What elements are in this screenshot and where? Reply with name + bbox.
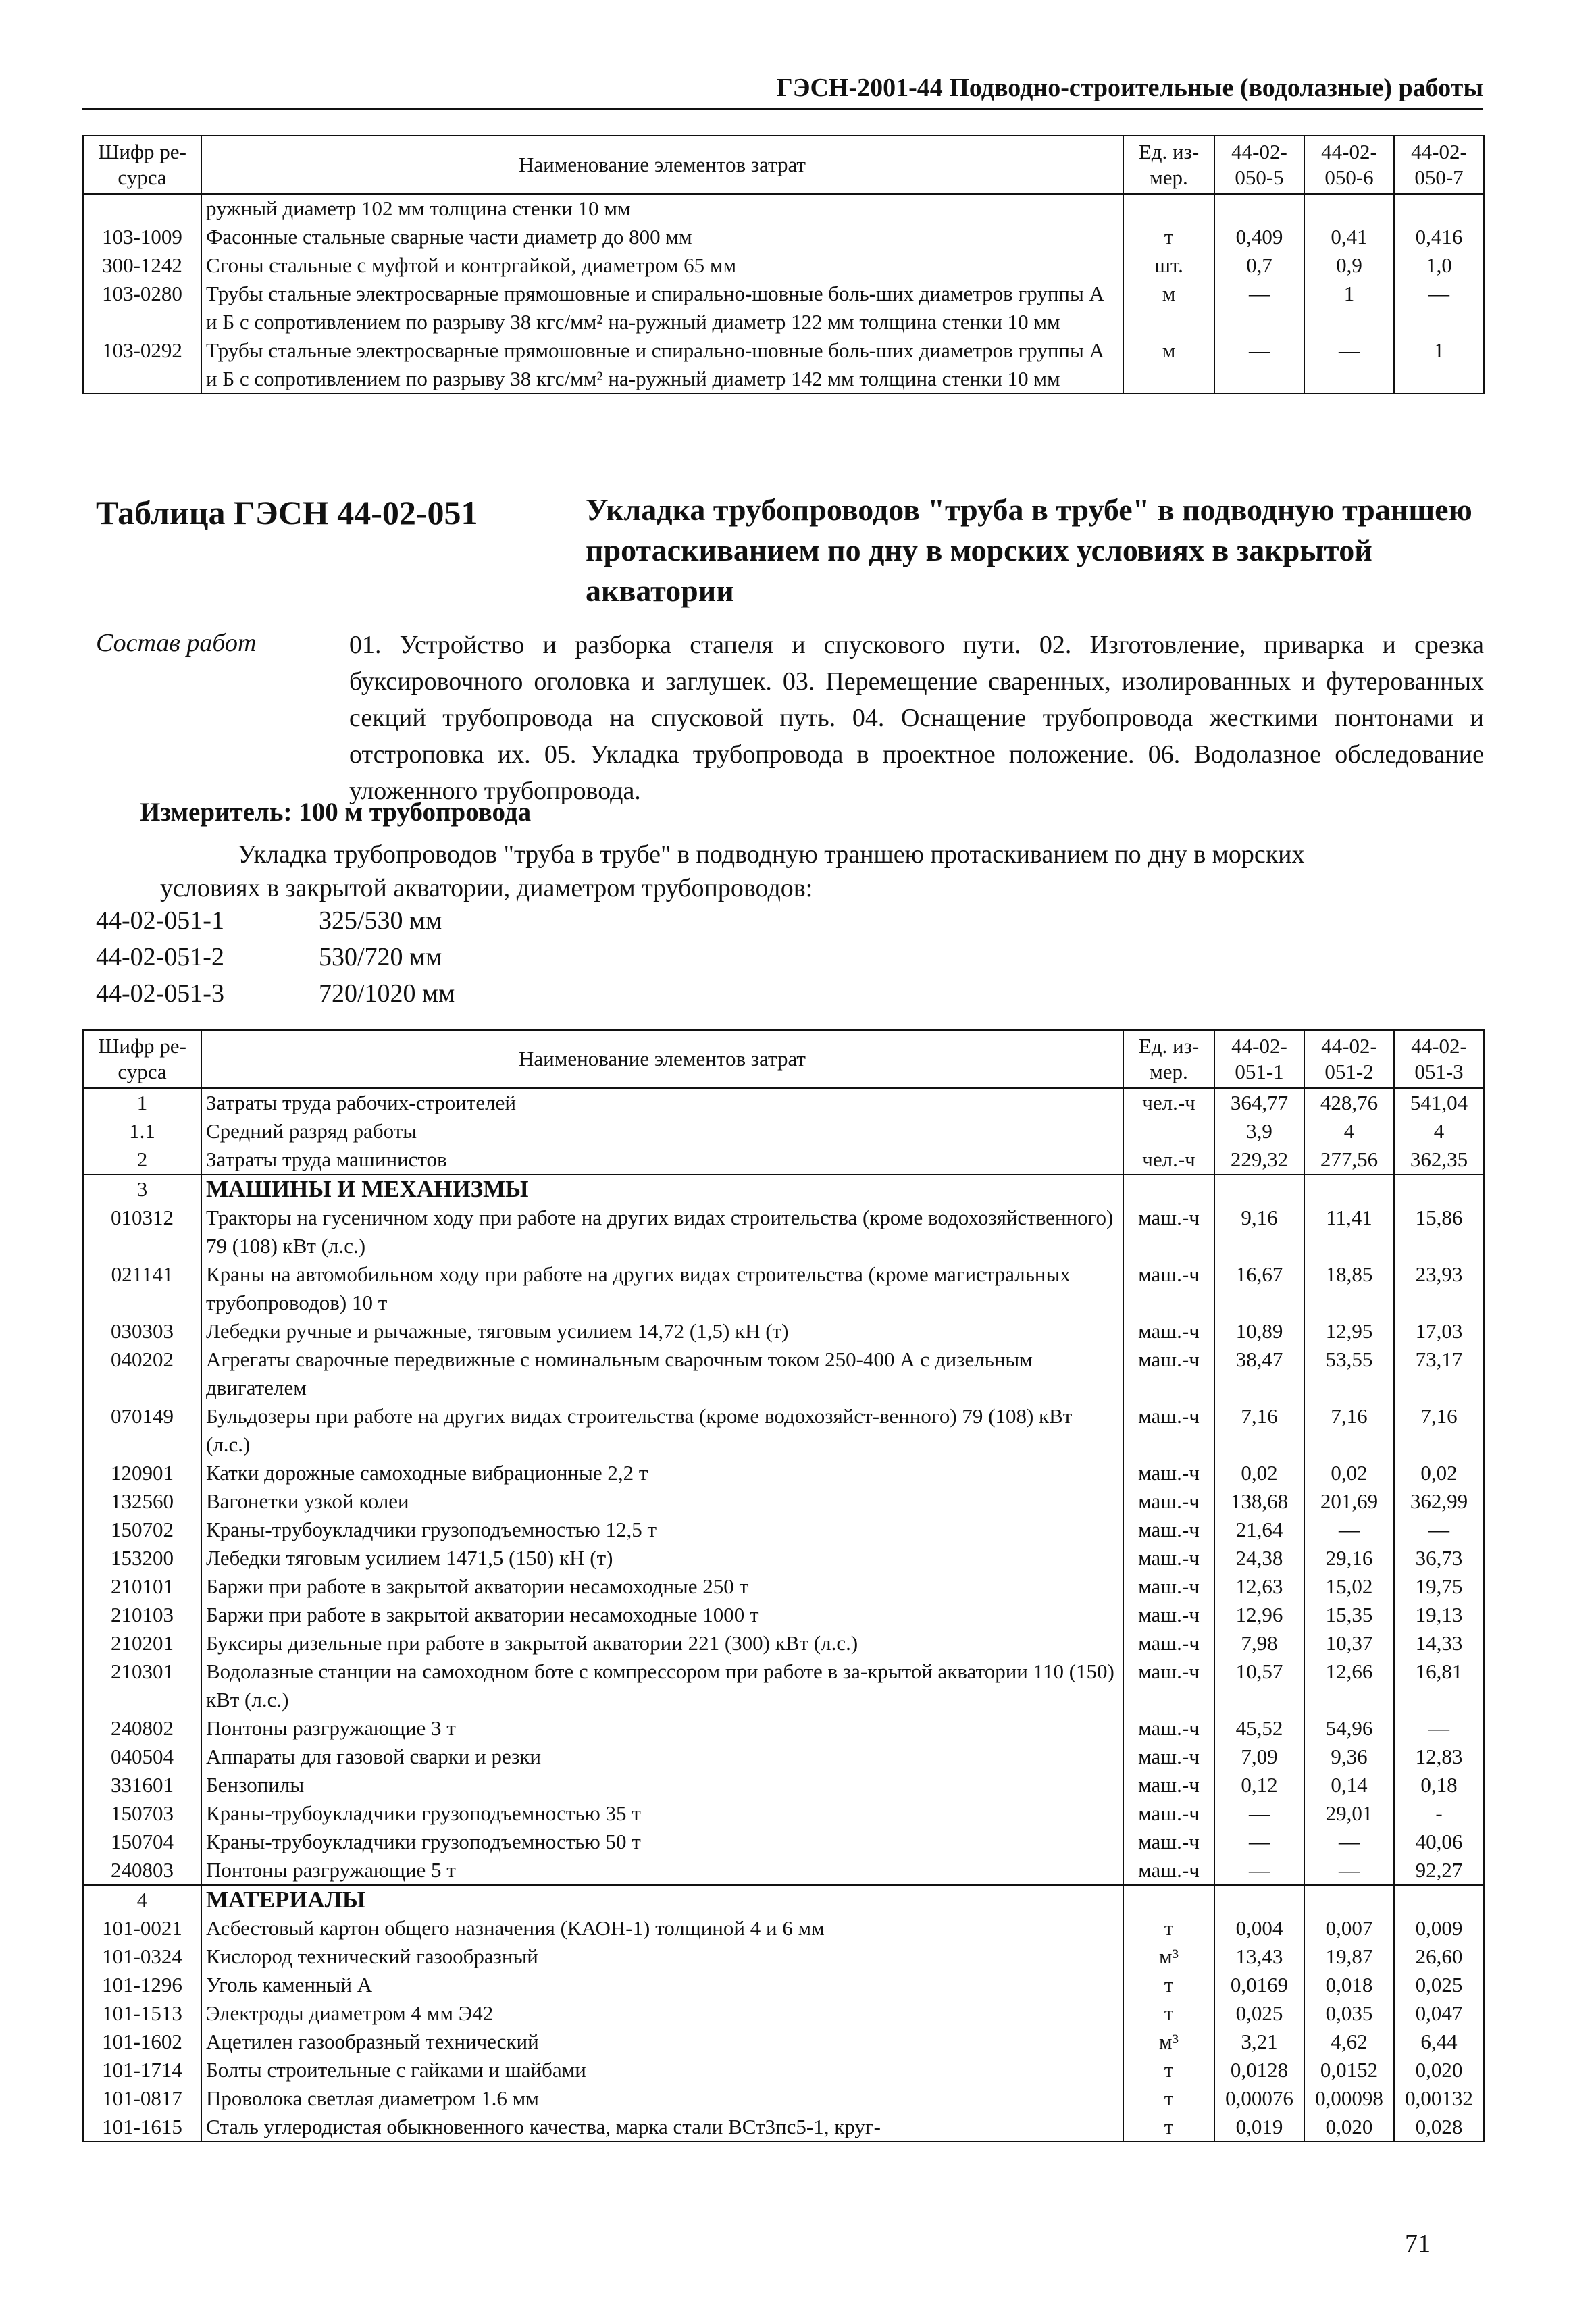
resource-name-cell: Аппараты для газовой сварки и резки xyxy=(201,1743,1123,1771)
table-body xyxy=(83,194,1484,394)
table-row xyxy=(83,1714,1484,1743)
table-row xyxy=(83,1544,1484,1572)
resource-code-cell: 010312 xyxy=(83,1204,201,1260)
unit-cell: маш.-ч xyxy=(1123,1771,1214,1799)
resource-name-cell: Трубы стальные электросварные прямошовные и спирально-шовные боль-ших диаметров группы А и Б с сопротивлением по разрыву 38 кгс/мм² на-ружный диаметр 142 мм толщина стенки 10 мм xyxy=(201,336,1123,394)
variant-value: 325/530 мм xyxy=(319,906,442,935)
resource-code-cell: 1 xyxy=(83,1088,201,1117)
resource-name-cell: Кислород технический газообразный xyxy=(201,1943,1123,1971)
value-cell-variant-3: 14,33 xyxy=(1394,1629,1484,1657)
table-label: Таблица ГЭСН 44-02-051 xyxy=(96,494,478,532)
resource-name-cell: Фасонные стальные сварные части диаметр до 800 мм xyxy=(201,223,1123,251)
resource-code-cell: 210201 xyxy=(83,1629,201,1657)
resource-name-cell: Бульдозеры при работе на других видах строительства (кроме водохозяйст-венного) 79 (108) кВт (л.с.) xyxy=(201,1402,1123,1459)
value-cell-variant-1: 12,96 xyxy=(1214,1601,1304,1629)
value-cell-variant-2: — xyxy=(1304,336,1394,394)
value-cell-variant-1: 0,019 xyxy=(1214,2113,1304,2142)
value-cell-variant-1: 3,21 xyxy=(1214,2028,1304,2056)
resource-name-cell: Краны на автомобильном ходу при работе на других видах строительства (кроме магистральных трубопроводов) 10 т xyxy=(201,1260,1123,1317)
resource-code-cell: 101-1296 xyxy=(83,1971,201,1999)
unit-cell: маш.-ч xyxy=(1123,1601,1214,1629)
value-cell-variant-3: 541,04 xyxy=(1394,1088,1484,1117)
unit-cell: чел.-ч xyxy=(1123,1088,1214,1117)
value-cell-variant-2: 0,020 xyxy=(1304,2113,1394,2142)
value-cell-variant-2: 19,87 xyxy=(1304,1943,1394,1971)
unit-cell: м xyxy=(1123,280,1214,336)
value-cell-variant-3: — xyxy=(1394,1714,1484,1743)
value-cell-variant-3: 6,44 xyxy=(1394,2028,1484,2056)
col-header-variant-2: 44-02-050-6 xyxy=(1304,136,1394,194)
resource-name-cell: Баржи при работе в закрытой акватории несамоходные 1000 т xyxy=(201,1601,1123,1629)
variants-list xyxy=(96,902,455,1012)
table-row xyxy=(83,223,1484,251)
value-cell-variant-1: — xyxy=(1214,1828,1304,1856)
table-row xyxy=(83,194,1484,223)
value-cell-variant-1: 3,9 xyxy=(1214,1117,1304,1146)
col-header-code: Шифр ре-сурса xyxy=(83,136,201,194)
table-row xyxy=(83,1943,1484,1971)
resource-name-cell: Электроды диаметром 4 мм Э42 xyxy=(201,1999,1123,2028)
value-cell-variant-3: — xyxy=(1394,1516,1484,1544)
value-cell-variant-2: 0,41 xyxy=(1304,223,1394,251)
value-cell-variant-2: 15,02 xyxy=(1304,1572,1394,1601)
table-section-row xyxy=(83,1175,1484,1204)
value-cell-variant-2: 15,35 xyxy=(1304,1601,1394,1629)
value-cell-variant-1: 7,16 xyxy=(1214,1402,1304,1459)
resource-name-cell: Катки дорожные самоходные вибрационные 2,2 т xyxy=(201,1459,1123,1487)
measure-unit: Измеритель: 100 м трубопровода xyxy=(140,798,532,827)
value-cell-variant-3: 23,93 xyxy=(1394,1260,1484,1317)
value-cell-variant-3: 1 xyxy=(1394,336,1484,394)
resource-name-cell: Сталь углеродистая обыкновенного качества, марка стали ВСт3пс5-1, круг- xyxy=(201,2113,1123,2142)
resource-name-cell: Средний разряд работы xyxy=(201,1117,1123,1146)
variant-value: 530/720 мм xyxy=(319,943,442,971)
variant-item xyxy=(96,975,455,1012)
value-cell-variant-2: 0,02 xyxy=(1304,1459,1394,1487)
table-row xyxy=(83,2056,1484,2084)
value-cell-variant-2: 12,66 xyxy=(1304,1657,1394,1714)
value-cell-variant-3: 36,73 xyxy=(1394,1544,1484,1572)
value-cell-variant-3: — xyxy=(1394,280,1484,336)
table-row xyxy=(83,1799,1484,1828)
table-row xyxy=(83,1771,1484,1799)
resource-name-cell: Трубы стальные электросварные прямошовные и спирально-шовные боль-ших диаметров группы А и Б с сопротивлением по разрыву 38 кгс/мм² на-ружный диаметр 122 мм толщина стенки 10 мм xyxy=(201,280,1123,336)
value-cell-variant-2: 4 xyxy=(1304,1117,1394,1146)
resource-name-cell: Ацетилен газообразный технический xyxy=(201,2028,1123,2056)
value-cell-variant-3: 0,18 xyxy=(1394,1771,1484,1799)
resource-name-cell: Бензопилы xyxy=(201,1771,1123,1799)
value-cell-variant-1: 7,98 xyxy=(1214,1629,1304,1657)
col-header-code: Шифр ре-сурса xyxy=(83,1030,201,1088)
value-cell-variant-2: 0,14 xyxy=(1304,1771,1394,1799)
col-header-name: Наименование элементов затрат xyxy=(201,136,1123,194)
value-cell-variant-1: 21,64 xyxy=(1214,1516,1304,1544)
resource-code-cell: 132560 xyxy=(83,1487,201,1516)
value-cell-variant-1 xyxy=(1214,194,1304,223)
resource-code-cell xyxy=(83,194,201,223)
value-cell-variant-1: — xyxy=(1214,280,1304,336)
value-cell-variant-1: 7,09 xyxy=(1214,1743,1304,1771)
unit-cell: маш.-ч xyxy=(1123,1828,1214,1856)
resource-code-cell: 120901 xyxy=(83,1459,201,1487)
col-header-variant-3: 44-02-051-3 xyxy=(1394,1030,1484,1088)
value-cell-variant-1 xyxy=(1214,1885,1304,1914)
unit-cell xyxy=(1123,1117,1214,1146)
value-cell-variant-1: 0,409 xyxy=(1214,223,1304,251)
value-cell-variant-3: 92,27 xyxy=(1394,1856,1484,1885)
unit-cell: маш.-ч xyxy=(1123,1260,1214,1317)
resource-code-cell: 103-1009 xyxy=(83,223,201,251)
resource-name-cell: Болты строительные с гайками и шайбами xyxy=(201,2056,1123,2084)
table-row xyxy=(83,280,1484,336)
resource-code-cell: 210101 xyxy=(83,1572,201,1601)
resource-code-cell: 101-1513 xyxy=(83,1999,201,2028)
unit-cell: т xyxy=(1123,1999,1214,2028)
value-cell-variant-1: 0,025 xyxy=(1214,1999,1304,2028)
value-cell-variant-1: 9,16 xyxy=(1214,1204,1304,1260)
value-cell-variant-2: 0,018 xyxy=(1304,1971,1394,1999)
resource-code-cell: 300-1242 xyxy=(83,251,201,280)
unit-cell: маш.-ч xyxy=(1123,1516,1214,1544)
resource-name-cell: Тракторы на гусеничном ходу при работе на других видах строительства (кроме водохозяйственного) 79 (108) кВт (л.с.) xyxy=(201,1204,1123,1260)
resource-code-cell: 021141 xyxy=(83,1260,201,1317)
table-row xyxy=(83,1487,1484,1516)
resource-code-cell: 101-1714 xyxy=(83,2056,201,2084)
table-row xyxy=(83,1088,1484,1117)
unit-cell: м³ xyxy=(1123,1943,1214,1971)
value-cell-variant-3: 0,020 xyxy=(1394,2056,1484,2084)
resource-code-cell: 150703 xyxy=(83,1799,201,1828)
unit-cell: маш.-ч xyxy=(1123,1799,1214,1828)
value-cell-variant-1: 0,7 xyxy=(1214,251,1304,280)
value-cell-variant-2: 7,16 xyxy=(1304,1402,1394,1459)
value-cell-variant-3: 1,0 xyxy=(1394,251,1484,280)
resource-name-cell: Асбестовый картон общего назначения (КАОН-1) толщиной 4 и 6 мм xyxy=(201,1914,1123,1943)
table-body xyxy=(83,1088,1484,2142)
col-header-name: Наименование элементов затрат xyxy=(201,1030,1123,1088)
col-header-variant-1: 44-02-050-5 xyxy=(1214,136,1304,194)
unit-cell xyxy=(1123,1175,1214,1204)
variant-code: 44-02-051-1 xyxy=(96,906,224,935)
value-cell-variant-3: 16,81 xyxy=(1394,1657,1484,1714)
resource-code-cell: 030303 xyxy=(83,1317,201,1345)
resource-code-cell: 2 xyxy=(83,1146,201,1175)
resource-code-cell: 101-1602 xyxy=(83,2028,201,2056)
resource-name-cell: Затраты труда рабочих-строителей xyxy=(201,1088,1123,1117)
table-row xyxy=(83,1345,1484,1402)
table-row xyxy=(83,1459,1484,1487)
page-number: 71 xyxy=(1405,2230,1431,2258)
col-header-unit: Ед. из-мер. xyxy=(1123,1030,1214,1088)
value-cell-variant-1: 16,67 xyxy=(1214,1260,1304,1317)
value-cell-variant-3: 19,75 xyxy=(1394,1572,1484,1601)
resource-name-cell: Краны-трубоукладчики грузоподъемностью 50 т xyxy=(201,1828,1123,1856)
value-cell-variant-3: 73,17 xyxy=(1394,1345,1484,1402)
value-cell-variant-3: 362,35 xyxy=(1394,1146,1484,1175)
resource-code-cell: 040504 xyxy=(83,1743,201,1771)
unit-cell xyxy=(1123,194,1214,223)
value-cell-variant-2: 11,41 xyxy=(1304,1204,1394,1260)
unit-cell: чел.-ч xyxy=(1123,1146,1214,1175)
value-cell-variant-3: 15,86 xyxy=(1394,1204,1484,1260)
resource-name-cell: Лебедки ручные и рычажные, тяговым усилием 14,72 (1,5) кН (т) xyxy=(201,1317,1123,1345)
table-row xyxy=(83,2113,1484,2142)
table-row xyxy=(83,251,1484,280)
value-cell-variant-2: 0,035 xyxy=(1304,1999,1394,2028)
unit-cell: т xyxy=(1123,2084,1214,2113)
variant-item xyxy=(96,939,455,975)
value-cell-variant-3: 0,047 xyxy=(1394,1999,1484,2028)
resource-code-cell: 101-0021 xyxy=(83,1914,201,1943)
value-cell-variant-1: 0,004 xyxy=(1214,1914,1304,1943)
variant-item xyxy=(96,902,455,939)
resource-code-cell: 153200 xyxy=(83,1544,201,1572)
resource-code-cell: 210301 xyxy=(83,1657,201,1714)
unit-cell: маш.-ч xyxy=(1123,1572,1214,1601)
variants-intro: Укладка трубопроводов "труба в трубе" в подводную траншею протаскиванием по дну в морских условиях в закрытой акватории, диаметром трубопроводов: xyxy=(160,840,1305,902)
value-cell-variant-3: 0,025 xyxy=(1394,1971,1484,1999)
table-row xyxy=(83,1572,1484,1601)
value-cell-variant-2: 0,0152 xyxy=(1304,2056,1394,2084)
unit-cell: маш.-ч xyxy=(1123,1544,1214,1572)
value-cell-variant-1: 13,43 xyxy=(1214,1943,1304,1971)
resource-code-cell: 3 xyxy=(83,1175,201,1204)
table-row xyxy=(83,1146,1484,1175)
value-cell-variant-3: 0,00132 xyxy=(1394,2084,1484,2113)
unit-cell: маш.-ч xyxy=(1123,1345,1214,1402)
value-cell-variant-1: 138,68 xyxy=(1214,1487,1304,1516)
value-cell-variant-2: — xyxy=(1304,1516,1394,1544)
table-row xyxy=(83,1743,1484,1771)
value-cell-variant-3: - xyxy=(1394,1799,1484,1828)
unit-cell: т xyxy=(1123,1971,1214,1999)
resource-code-cell: 1.1 xyxy=(83,1117,201,1146)
table-row xyxy=(83,336,1484,394)
unit-cell: т xyxy=(1123,2113,1214,2142)
value-cell-variant-2: 29,01 xyxy=(1304,1799,1394,1828)
table-row xyxy=(83,1999,1484,2028)
resource-code-cell: 210103 xyxy=(83,1601,201,1629)
value-cell-variant-1: — xyxy=(1214,1799,1304,1828)
value-cell-variant-2: 1 xyxy=(1304,280,1394,336)
value-cell-variant-1: 12,63 xyxy=(1214,1572,1304,1601)
value-cell-variant-1: 0,12 xyxy=(1214,1771,1304,1799)
value-cell-variant-3 xyxy=(1394,1885,1484,1914)
unit-cell: маш.-ч xyxy=(1123,1657,1214,1714)
value-cell-variant-2: 9,36 xyxy=(1304,1743,1394,1771)
composition-label: Состав работ xyxy=(96,629,257,657)
table-row xyxy=(83,2084,1484,2113)
value-cell-variant-3: 4 xyxy=(1394,1117,1484,1146)
resource-name-cell: Краны-трубоукладчики грузоподъемностью 35 т xyxy=(201,1799,1123,1828)
value-cell-variant-2: 10,37 xyxy=(1304,1629,1394,1657)
table-title: Укладка трубопроводов "труба в трубе" в подводную траншею протаскиванием по дну в морских условиях в закрытой акватории xyxy=(586,492,1472,608)
col-header-variant-3: 44-02-050-7 xyxy=(1394,136,1484,194)
resource-name-cell: Баржи при работе в закрытой акватории несамоходные 250 т xyxy=(201,1572,1123,1601)
table-row xyxy=(83,1828,1484,1856)
value-cell-variant-2 xyxy=(1304,1175,1394,1204)
table-row xyxy=(83,1629,1484,1657)
value-cell-variant-3 xyxy=(1394,1175,1484,1204)
resource-table xyxy=(82,1029,1485,2142)
value-cell-variant-2: 18,85 xyxy=(1304,1260,1394,1317)
value-cell-variant-2: 277,56 xyxy=(1304,1146,1394,1175)
value-cell-variant-3: 12,83 xyxy=(1394,1743,1484,1771)
value-cell-variant-3: 40,06 xyxy=(1394,1828,1484,1856)
resource-code-cell: 240802 xyxy=(83,1714,201,1743)
resource-name-cell: МАШИНЫ И МЕХАНИЗМЫ xyxy=(201,1175,1123,1204)
table-row xyxy=(83,1516,1484,1544)
value-cell-variant-2: — xyxy=(1304,1828,1394,1856)
resource-code-cell: 331601 xyxy=(83,1771,201,1799)
table-header-row xyxy=(83,136,1484,194)
variant-code: 44-02-051-3 xyxy=(96,979,224,1008)
table-row xyxy=(83,1971,1484,1999)
resource-code-cell: 240803 xyxy=(83,1856,201,1885)
unit-cell: м xyxy=(1123,336,1214,394)
value-cell-variant-2: 12,95 xyxy=(1304,1317,1394,1345)
value-cell-variant-2: 29,16 xyxy=(1304,1544,1394,1572)
resource-name-cell: Понтоны разгружающие 5 т xyxy=(201,1856,1123,1885)
table-row xyxy=(83,1601,1484,1629)
value-cell-variant-1: 364,77 xyxy=(1214,1088,1304,1117)
unit-cell: т xyxy=(1123,223,1214,251)
variant-value: 720/1020 мм xyxy=(319,979,455,1008)
table-row xyxy=(83,1117,1484,1146)
resource-code-cell: 150702 xyxy=(83,1516,201,1544)
unit-cell: маш.-ч xyxy=(1123,1487,1214,1516)
unit-cell: маш.-ч xyxy=(1123,1629,1214,1657)
resource-name-cell: Сгоны стальные с муфтой и контргайкой, диаметром 65 мм xyxy=(201,251,1123,280)
resource-name-cell: Лебедки тяговым усилием 1471,5 (150) кН (т) xyxy=(201,1544,1123,1572)
resource-code-cell: 4 xyxy=(83,1885,201,1914)
col-header-unit: Ед. из-мер. xyxy=(1123,136,1214,194)
unit-cell: маш.-ч xyxy=(1123,1204,1214,1260)
value-cell-variant-1: — xyxy=(1214,336,1304,394)
value-cell-variant-2 xyxy=(1304,1885,1394,1914)
value-cell-variant-1: — xyxy=(1214,1856,1304,1885)
value-cell-variant-1: 10,57 xyxy=(1214,1657,1304,1714)
table-row xyxy=(83,2028,1484,2056)
table-row xyxy=(83,1856,1484,1885)
resource-code-cell: 101-0324 xyxy=(83,1943,201,1971)
resource-name-cell: Понтоны разгружающие 3 т xyxy=(201,1714,1123,1743)
value-cell-variant-3: 0,02 xyxy=(1394,1459,1484,1487)
value-cell-variant-2: 201,69 xyxy=(1304,1487,1394,1516)
value-cell-variant-3: 362,99 xyxy=(1394,1487,1484,1516)
value-cell-variant-2 xyxy=(1304,194,1394,223)
value-cell-variant-2: 4,62 xyxy=(1304,2028,1394,2056)
unit-cell: м³ xyxy=(1123,2028,1214,2056)
resource-code-cell: 040202 xyxy=(83,1345,201,1402)
value-cell-variant-3: 7,16 xyxy=(1394,1402,1484,1459)
value-cell-variant-1: 10,89 xyxy=(1214,1317,1304,1345)
running-header: ГЭСН-2001-44 Подводно-строительные (водолазные) работы xyxy=(776,74,1483,102)
table-section-row xyxy=(83,1885,1484,1914)
value-cell-variant-2: 0,00098 xyxy=(1304,2084,1394,2113)
unit-cell: шт. xyxy=(1123,251,1214,280)
value-cell-variant-3: 0,416 xyxy=(1394,223,1484,251)
value-cell-variant-2: 0,9 xyxy=(1304,251,1394,280)
resource-code-cell: 103-0280 xyxy=(83,280,201,336)
unit-cell: т xyxy=(1123,1914,1214,1943)
composition-text: 01. Устройство и разборка стапеля и спускового пути. 02. Изготовление, приварка и срезка буксировочного оголовка и заглушек. 03. Перемещение сваренных, изолированных и футерованных секций трубопровода на спусковой путь. 04. Оснащение трубопровода жесткими понтонами и отстроповка их. 05. Укладка трубопровода в проектное положение. 06. Водолазное обследование уложенного трубопровода. xyxy=(349,631,1484,805)
unit-cell: т xyxy=(1123,2056,1214,2084)
value-cell-variant-3: 0,028 xyxy=(1394,2113,1484,2142)
resource-name-cell: МАТЕРИАЛЫ xyxy=(201,1885,1123,1914)
value-cell-variant-3: 26,60 xyxy=(1394,1943,1484,1971)
resource-table-continued xyxy=(82,135,1485,394)
table-row xyxy=(83,1260,1484,1317)
table-row xyxy=(83,1657,1484,1714)
resource-name-cell: Агрегаты сварочные передвижные с номинальным сварочным током 250-400 А с дизельным двигателем xyxy=(201,1345,1123,1402)
resource-code-cell: 101-0817 xyxy=(83,2084,201,2113)
resource-name-cell: Буксиры дизельные при работе в закрытой акватории 221 (300) кВт (л.с.) xyxy=(201,1629,1123,1657)
value-cell-variant-2: 0,007 xyxy=(1304,1914,1394,1943)
table-row xyxy=(83,1402,1484,1459)
resource-code-cell: 103-0292 xyxy=(83,336,201,394)
unit-cell: маш.-ч xyxy=(1123,1459,1214,1487)
col-header-variant-2: 44-02-051-2 xyxy=(1304,1030,1394,1088)
col-header-variant-1: 44-02-051-1 xyxy=(1214,1030,1304,1088)
unit-cell: маш.-ч xyxy=(1123,1402,1214,1459)
unit-cell: маш.-ч xyxy=(1123,1743,1214,1771)
value-cell-variant-3: 19,13 xyxy=(1394,1601,1484,1629)
resource-name-cell: Проволока светлая диаметром 1.6 мм xyxy=(201,2084,1123,2113)
value-cell-variant-1: 0,0128 xyxy=(1214,2056,1304,2084)
unit-cell xyxy=(1123,1885,1214,1914)
table-header-row xyxy=(83,1030,1484,1088)
value-cell-variant-1: 38,47 xyxy=(1214,1345,1304,1402)
value-cell-variant-3: 0,009 xyxy=(1394,1914,1484,1943)
unit-cell: маш.-ч xyxy=(1123,1714,1214,1743)
resource-name-cell: Вагонетки узкой колеи xyxy=(201,1487,1123,1516)
table-row xyxy=(83,1204,1484,1260)
resource-name-cell: Затраты труда машинистов xyxy=(201,1146,1123,1175)
resource-code-cell: 070149 xyxy=(83,1402,201,1459)
value-cell-variant-1: 0,0169 xyxy=(1214,1971,1304,1999)
value-cell-variant-3: 17,03 xyxy=(1394,1317,1484,1345)
value-cell-variant-2: 428,76 xyxy=(1304,1088,1394,1117)
table-row xyxy=(83,1914,1484,1943)
resource-code-cell: 101-1615 xyxy=(83,2113,201,2142)
value-cell-variant-1: 0,02 xyxy=(1214,1459,1304,1487)
variant-code: 44-02-051-2 xyxy=(96,943,224,971)
resource-code-cell: 150704 xyxy=(83,1828,201,1856)
resource-name-cell: Уголь каменный А xyxy=(201,1971,1123,1999)
value-cell-variant-2: 53,55 xyxy=(1304,1345,1394,1402)
value-cell-variant-2: — xyxy=(1304,1856,1394,1885)
resource-name-cell: Краны-трубоукладчики грузоподъемностью 12,5 т xyxy=(201,1516,1123,1544)
value-cell-variant-1: 24,38 xyxy=(1214,1544,1304,1572)
resource-name-cell: Водолазные станции на самоходном боте с компрессором при работе в за-крытой акватории 110 (150) кВт (л.с.) xyxy=(201,1657,1123,1714)
value-cell-variant-2: 54,96 xyxy=(1304,1714,1394,1743)
table-row xyxy=(83,1317,1484,1345)
value-cell-variant-3 xyxy=(1394,194,1484,223)
resource-name-cell: ружный диаметр 102 мм толщина стенки 10 мм xyxy=(201,194,1123,223)
value-cell-variant-1: 229,32 xyxy=(1214,1146,1304,1175)
value-cell-variant-1 xyxy=(1214,1175,1304,1204)
value-cell-variant-1: 0,00076 xyxy=(1214,2084,1304,2113)
header-rule xyxy=(82,108,1483,110)
value-cell-variant-1: 45,52 xyxy=(1214,1714,1304,1743)
unit-cell: маш.-ч xyxy=(1123,1317,1214,1345)
unit-cell: маш.-ч xyxy=(1123,1856,1214,1885)
